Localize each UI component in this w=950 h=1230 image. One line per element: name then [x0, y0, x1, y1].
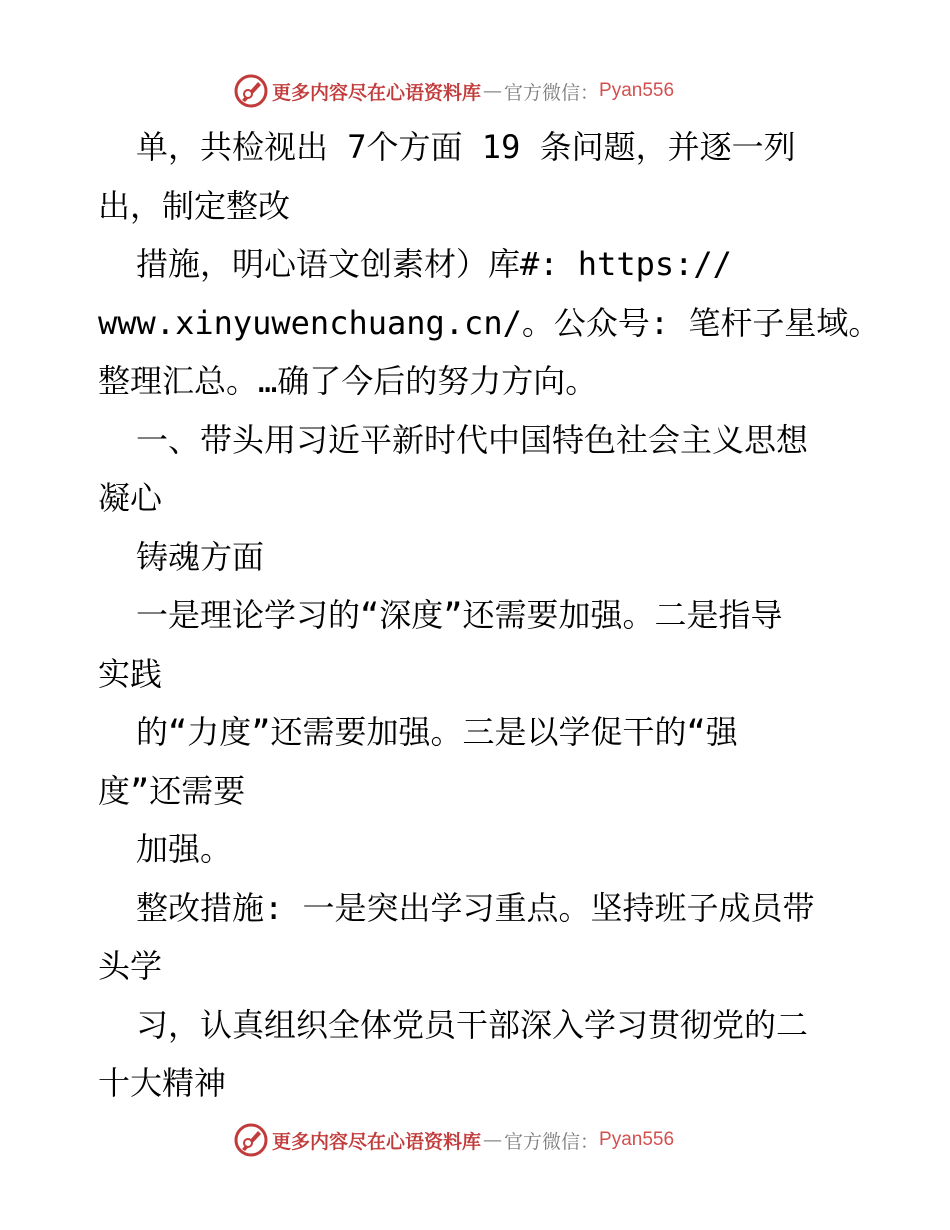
text-line: 整改措施: 一是突出学习重点。坚持班子成员带	[136, 888, 815, 927]
text-line: www.xinyuwenchuang.cn/。公众号: 笔杆子星域。	[98, 303, 881, 342]
banner-wechat-label: 官方微信：	[504, 81, 600, 104]
banner-separator: —	[483, 80, 503, 102]
text-line: 铸魂方面	[136, 537, 265, 576]
banner-slogan: 更多内容尽在心语资料库	[272, 81, 482, 104]
text-line: 头学	[98, 947, 163, 985]
quill-seal-logo-icon	[234, 74, 268, 108]
body-text	[98, 118, 881, 1113]
banner-slogan: 更多内容尽在心语资料库	[272, 1130, 482, 1153]
banner-wechat-id: Pyan556	[599, 80, 675, 101]
text-line: 的“力度”还需要加强。三是以学促干的“强	[136, 713, 738, 751]
quill-seal-logo-icon	[234, 1123, 268, 1157]
header-banner[interactable]	[234, 71, 674, 111]
footer-banner[interactable]	[234, 1120, 674, 1160]
text-line: 措施，明心语文创素材）库#: https://	[136, 245, 732, 283]
text-line: 加强。	[136, 830, 233, 868]
banner-wechat-label: 官方微信：	[504, 1130, 600, 1153]
text-line: 一是理论学习的“深度”还需要加强。二是指导	[136, 596, 783, 634]
text-line: 度”还需要	[98, 771, 246, 810]
text-line: 整理汇总。…确了今后的努力方向。	[98, 362, 598, 400]
text-line: 实践	[98, 654, 163, 693]
banner-wechat-id: Pyan556	[599, 1129, 675, 1150]
text-line: 十大精神	[98, 1064, 227, 1102]
text-line: 凝心	[98, 479, 163, 517]
text-line: 出，制定整改	[98, 186, 291, 225]
text-line: 习，认真组织全体党员干部深入学习贯彻党的二	[136, 1005, 809, 1044]
text-line: 单，共检视出 7个方面 19 条问题，并逐一列	[136, 128, 796, 166]
banner-separator: —	[483, 1129, 503, 1151]
text-line: 一、带头用习近平新时代中国特色社会主义思想	[136, 420, 809, 459]
